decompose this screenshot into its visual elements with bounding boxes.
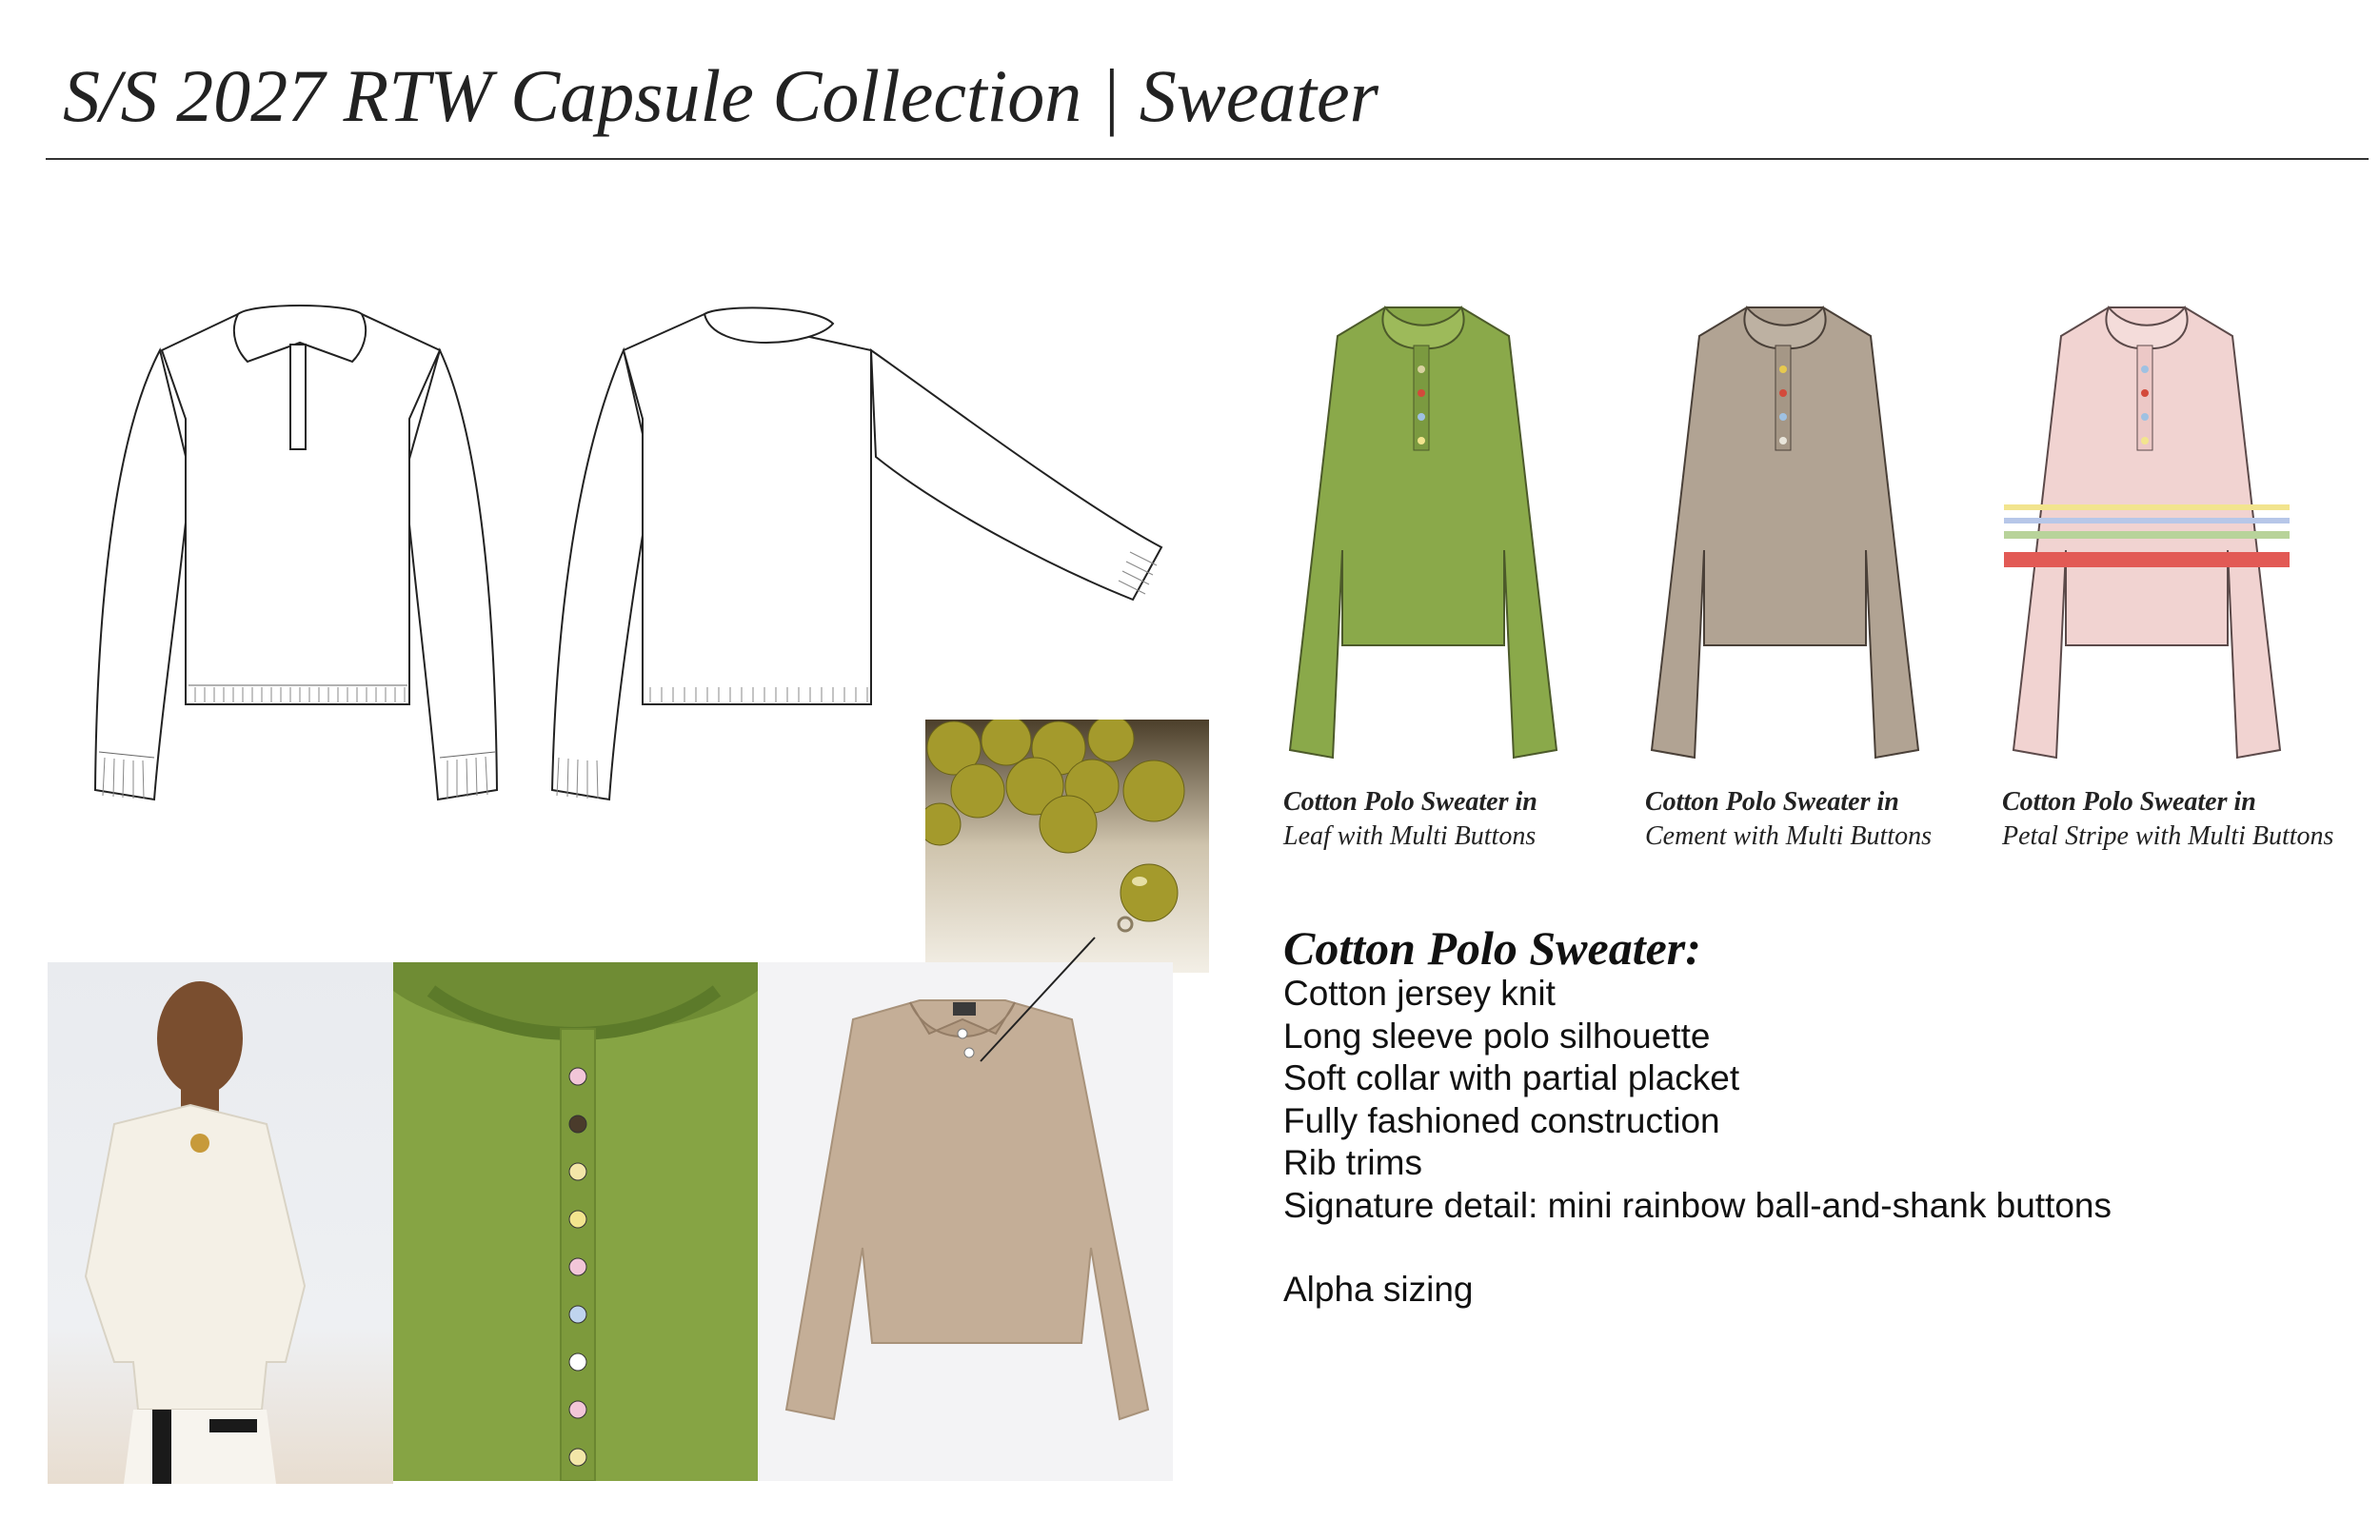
caption-petal bbox=[2002, 785, 2333, 854]
spec-block bbox=[1283, 919, 2112, 1312]
stripe-red bbox=[2004, 552, 2290, 567]
caption-leaf bbox=[1283, 785, 1537, 854]
caption-leaf-desc: Leaf with Multi Buttons bbox=[1283, 821, 1537, 851]
spec-feature: Fully fashioned construction bbox=[1283, 1100, 1720, 1140]
caption-cement-desc: Cement with Multi Buttons bbox=[1645, 821, 1932, 851]
spec-feature: Long sleeve polo silhouette bbox=[1283, 1016, 1711, 1056]
stripe-blue bbox=[2004, 518, 2290, 523]
colorway-cement-illustration bbox=[1633, 303, 1937, 769]
page-title: S/S 2027 RTW Capsule Collection | Sweater bbox=[63, 54, 1379, 137]
spec-feature-list bbox=[1283, 973, 2112, 1227]
spec-heading: Cotton Polo Sweater: bbox=[1283, 921, 1701, 975]
model-photo bbox=[48, 962, 393, 1484]
caption-cement-name: Cotton Polo Sweater in bbox=[1645, 787, 1899, 817]
title-divider bbox=[46, 158, 2369, 160]
spec-feature: Signature detail: mini rainbow ball-and-shank buttons bbox=[1283, 1185, 2112, 1225]
spec-feature: Cotton jersey knit bbox=[1283, 974, 1556, 1013]
colorway-petal-illustration bbox=[1994, 303, 2299, 769]
stripe-green bbox=[2004, 531, 2290, 539]
spec-feature: Soft collar with partial placket bbox=[1283, 1058, 1740, 1097]
colorway-leaf-illustration bbox=[1271, 303, 1576, 769]
caption-cement bbox=[1645, 785, 1932, 854]
caption-petal-desc: Petal Stripe with Multi Buttons bbox=[2002, 821, 2334, 851]
caption-petal-name: Cotton Polo Sweater in bbox=[2002, 787, 2256, 817]
callout-leader-line bbox=[952, 933, 1142, 1085]
spec-sizing: Alpha sizing bbox=[1283, 1270, 1474, 1309]
spec-feature: Rib trims bbox=[1283, 1143, 1422, 1182]
caption-leaf-name: Cotton Polo Sweater in bbox=[1283, 787, 1537, 817]
stripe-yellow bbox=[2004, 504, 2290, 510]
front-flat-sketch bbox=[86, 295, 514, 809]
cardigan-detail-photo bbox=[393, 962, 758, 1481]
